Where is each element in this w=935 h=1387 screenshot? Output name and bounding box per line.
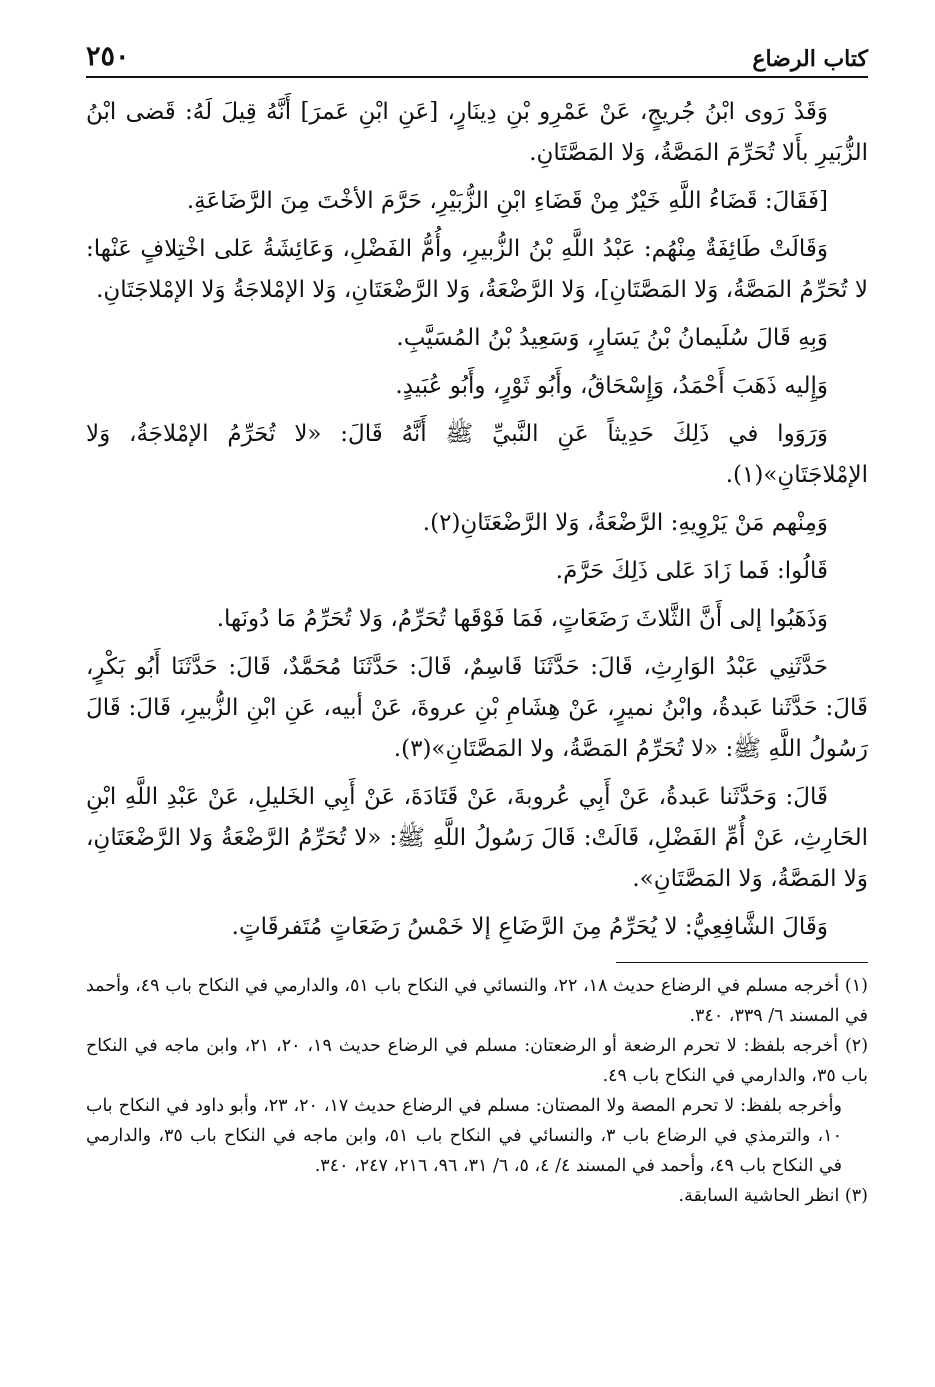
paragraph: [فَقَالَ: قَضَاءُ اللَّهِ خَيْرٌ مِنْ قَضَاءِ ابْنِ الزُّبَيْرِ، حَرَّمَ الأخْتَ مِنَ الرَّضَاعَةِ. xyxy=(186,188,828,214)
footnote: (١) أخرجه مسلم في الرضاع حديث ١٨، ٢٢، والنسائي في النكاح باب ٥١، والدارمي في النكاح باب ٤٩، وأحمد في المسند ٦/ ٣٣٩، ٣٤٠. xyxy=(86,976,868,1026)
paragraph: وَقَدْ رَوى ابْنُ جُريجٍ، عَنْ عَمْرِو بْنِ دِينَارٍ، [عَنِ ابْنِ عَمرَ] أَنَّهُ قِيلَ لَهُ: قَضى ابْنُ الزُّبَيرِ بأَلا تُحَرِّمَ المَصَّةُ، وَلا المَصَّتَانِ. xyxy=(86,99,868,166)
running-header xyxy=(86,22,868,78)
footnote: (٢) أخرجه بلفظ: لا تحرم الرضعة أو الرضعتان: مسلم في الرضاع حديث ١٩، ٢٠، ٢١، وابن ماجه في النكاح باب ٣٥، والدارمي في النكاح باب ٤٩. xyxy=(86,1036,869,1086)
paragraph: وَبِهِ قَالَ سُلَيمانُ بْنُ يَسَارٍ، وَسَعِيدُ بْنُ المُسَيَّبِ. xyxy=(396,325,828,351)
paragraph: حَدَّثَنِي عَبْدُ الوَارِثِ، قَالَ: حَدَّثَنَا قَاسِمٌ، قَالَ: حَدَّثَنَا مُحَمَّدٌ، قَالَ: حَدَّثَنَا أَبُو بَكْرٍ، قَالَ: حَدَّثَنا عَبدةُ، وابْنُ نميرٍ، عَنْ هِشَامِ بْنِ عروةَ، عَنْ أبيه، عَنِ ابْنِ الزُّبيرِ، قَالَ: قَالَ رَسُولُ اللَّهِ ﷺ: «لا تُحَرِّمُ المَصَّةُ، ولا المَصَّتَانِ»(٣). xyxy=(86,654,868,762)
paragraph: قَالُوا: فَما زَادَ عَلى ذَلِكَ حَرَّمَ. xyxy=(555,558,828,584)
footnotes xyxy=(86,971,868,1211)
footnote: (٣) انظر الحاشية السابقة. xyxy=(678,1186,868,1206)
book-title: كتاب الرضاع xyxy=(752,46,868,72)
paragraph: وَذَهَبُوا إلى أَنَّ الثَّلاثَ رَضَعَاتٍ، فَمَا فَوْقَها تُحَرِّمُ، وَلا تُحَرِّمُ مَا دُونَها. xyxy=(216,606,828,632)
main-text xyxy=(86,92,868,948)
footnote-separator xyxy=(616,962,868,963)
page-number: ٢٥٠ xyxy=(86,41,130,72)
paragraph: وَمِنْهم مَنْ يَرْوِيهِ: الرَّضْعَةُ، وَلا الرَّضْعَتَانِ(٢). xyxy=(422,510,828,536)
paragraph: قَالَ: وَحَدَّثَنا عَبدةُ، عَنْ أَبِي عُروبةَ، عَنْ قَتَادَةَ، عَنْ أَبِي الخَليلِ، عَنْ عَبْدِ اللَّهِ ابْنِ الحَارِثِ، عَنْ أُمِّ الفَضْلِ، قَالَتْ: قَالَ رَسُولُ اللَّهِ ﷺ: «لا تُحَرِّمُ الرَّضْعَةُ وَلا الرَّضْعَتَانِ، وَلا المَصَّةُ، وَلا المَصَّتَانِ». xyxy=(86,784,868,892)
paragraph: وَقَالَتْ طَائِفَةٌ مِنْهُم: عَبْدُ اللَّهِ بْنُ الزُّبيرِ، وأُمُّ الفَضْلِ، وَعَائِشَةُ عَلى اخْتِلافٍ عَنْها: لا تُحَرِّمُ المَصَّةُ، وَلا المَصَّتَانِ]، وَلا الرَّضْعَةُ، وَلا الرَّضْعَتَانِ، وَلا الإمْلاجَةُ وَلا الإمْلاجَتَانِ. xyxy=(86,236,868,303)
paragraph: وَإِليه ذَهَبَ أَحْمَدُ، وَإِسْحَاقُ، وأَبُو ثَوْرٍ، وأَبُو عُبَيدٍ. xyxy=(395,373,828,399)
paragraph: وَرَوَوا في ذَلِكَ حَدِيثاً عَنِ النَّبيِّ ﷺ أَنَّهُ قَالَ: «لا تُحَرِّمُ الإمْلاجَةُ، وَلا الإمْلاجَتَانِ»(١). xyxy=(86,421,868,488)
footnote: وأخرجه بلفظ: لا تحرم المصة ولا المصتان: مسلم في الرضاع حديث ١٧، ٢٠، ٢٣، وأبو داود في النكاح باب ١٠، والترمذي في الرضاع باب ٣، والنسائي في النكاح باب ٥١، وابن ماجه في النكاح باب ٣٥، والدارمي في النكاح باب ٤٩، وأحمد في المسند ٤/ ٤، ٥، ٦/ ٣١، ٩٦، ٢١٦، ٢٤٧، ٣٤٠. xyxy=(86,1096,842,1176)
paragraph: وَقَالَ الشَّافِعِيُّ: لا يُحَرِّمُ مِنَ الرَّضَاعِ إلا خَمْسُ رَضَعَاتٍ مُتَفرقَاتٍ. xyxy=(231,914,828,940)
document-page xyxy=(86,22,868,1211)
